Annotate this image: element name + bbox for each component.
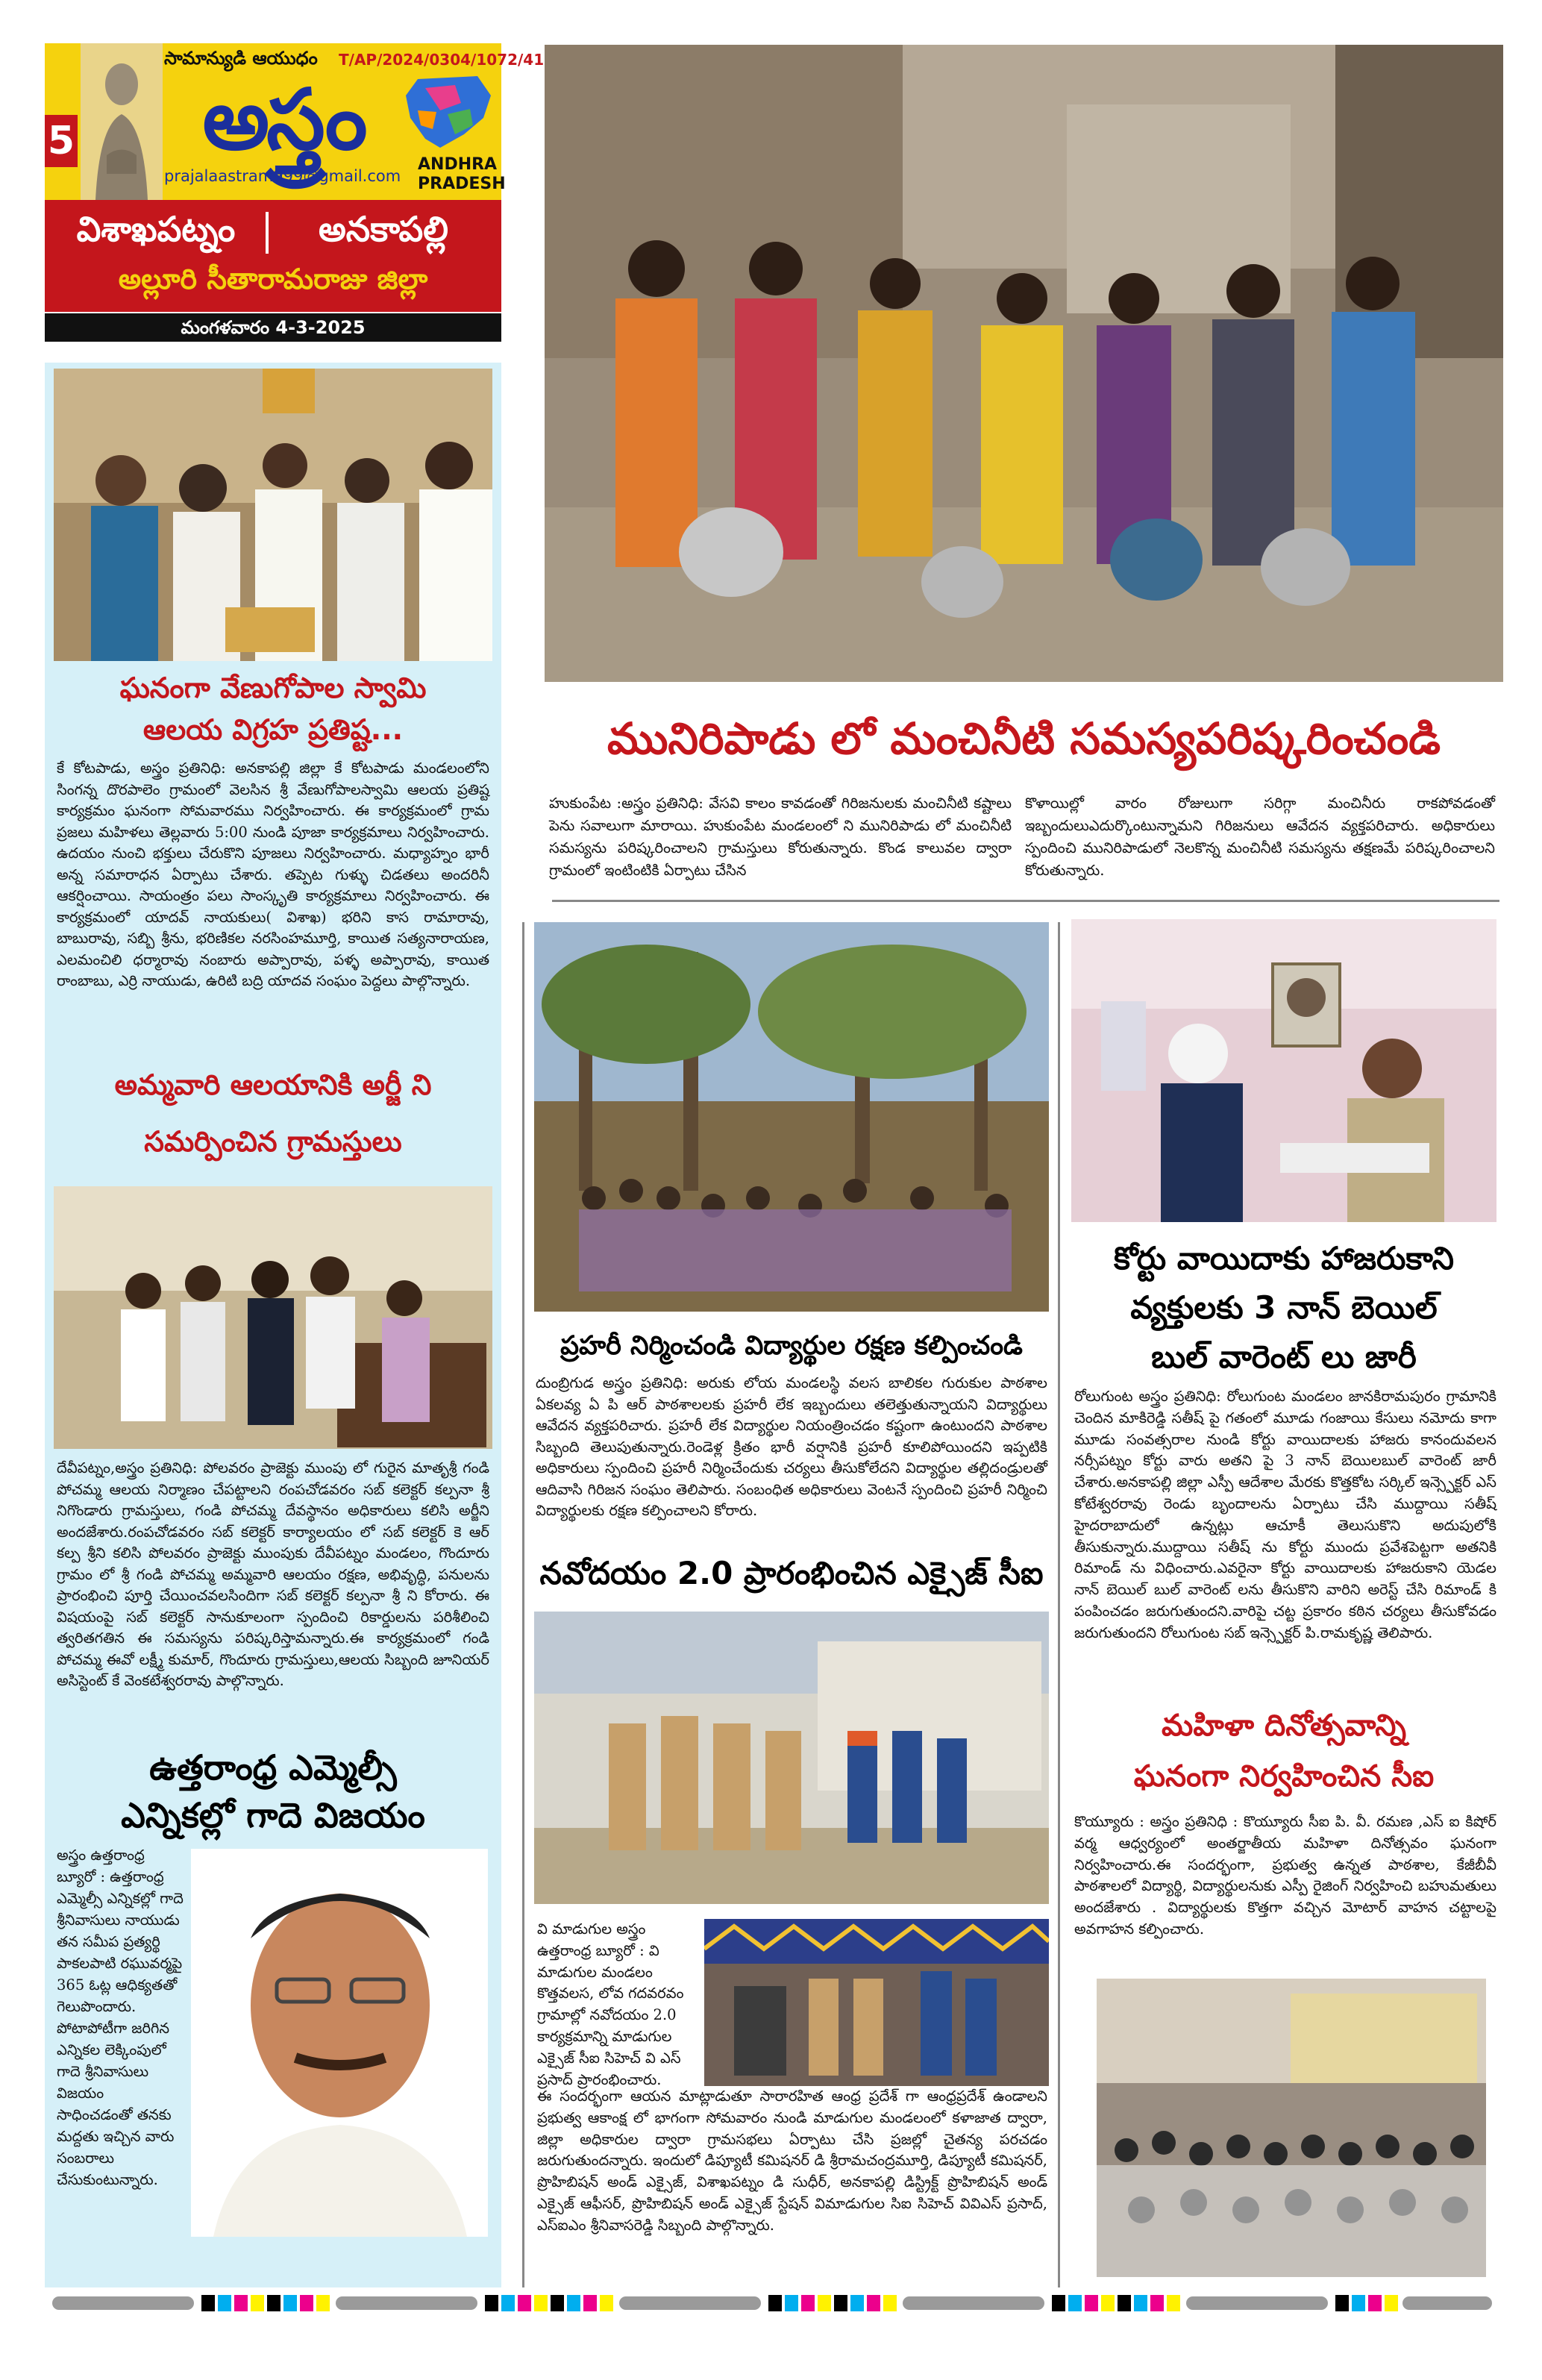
warrant-photo [1071, 919, 1496, 1222]
ammavari-body: దేవీపట్నం,అస్త్రం ప్రతినిధి: పోలవరం ప్రాజెక్టు ముంపు లో గురైన మాతృశ్రీ గండి పోచమ్మ ఆలయ నిర్మాణం చేపట్టాలని రంపచోడవరం సబ్ కలెక్టర్ కల్పనా శ్రీ నిగొండారు గ్రామస్తులు, గండి పోచమ్మ దేవస్థానం అధికారులు కలిసి అర్జీని అందజేశారు.రంపచోడవరం సబ్ కలెక్టర్ కార్యాలయం లో సబ్ కలెక్టర్ కె ఆర్ కల్ప శ్రీని కలిసి పోలవరం ప్రాజెక్టు ముంపుకు దేవీపట్నం మండలం, గొందూరు గ్రామం లో శ్రీ గండి పోచమ్మ అమ్మవారి ఆలయం రక్షణ, అభివృద్ధి, పనులను ప్రారంభించి పూర్తి చేయించవలసిందిగా సబ్ కలెక్టర్ కల్పనా శ్రీ ని కోరారు. ఈ విషయంపై సబ్ కలెక్టర్ సానుకూలంగా స్పందించి రికార్డులను పరిశీలించి త్వరితగతిన ఈ సమస్యను పరిష్కరిస్తామన్నారు.ఈ కార్యక్రమంలో గండి పోచమ్మ ఈవో లక్ష్మీ కుమార్, గొందూరు గ్రామస్తులు,ఆలయ సిబ్బంది జూనియర్ అసిస్టెంట్ కే వెంకటేశ్వరరావు పాల్గొన్నారు. [57, 1459, 489, 1689]
mlc-headline-line1: ఉత్తరాంధ్ర ఎమ్మెల్సీ [149, 1747, 397, 1788]
prahari-photo [534, 922, 1049, 1312]
ammavari-headline-line2: సమర్పించిన గ్రామస్తులు [144, 1125, 402, 1158]
registration-number: T/AP/2024/0304/1072/41 [339, 51, 545, 69]
warrant-headline-line2: వ్యక్తులకు 3 నాన్ బెయిల్ [1130, 1289, 1438, 1326]
water-problem-photo [545, 45, 1503, 682]
warrant-headline-line3: బుల్ వారెంట్ లు జారీ [1151, 1338, 1417, 1375]
water-headline: మునిరిపాడు లో మంచినీటి సమస్యపరిష్కరించండి [607, 713, 1441, 764]
venugopala-headline-line2: ఆలయ విగ్రహ ప్రతిష్ట... [142, 713, 404, 746]
warrant-headline-line1: కోర్టు వాయిదాకు హాజరుకాని [1113, 1240, 1455, 1277]
buddha-logo [81, 43, 163, 200]
navodayam-headline: నవోదయం 2.0 ప్రారంభించిన ఎక్సైజ్ సీఐ [539, 1555, 1044, 1591]
prahari-headline: ప్రహరీ నిర్మించండి విద్యార్థుల రక్షణ కల్పించండి [560, 1331, 1023, 1361]
mlc-headline-line2: ఎన్నికల్లో గాదె విజయం [121, 1795, 425, 1835]
womens-day-body: కొయ్యూరు : అస్త్రం ప్రతినిధి : కొయ్యూరు సీఐ పి. వీ. రమణ ,ఎస్ ఐ కిషోర్ వర్మ ఆధ్వర్యంలో అంతర్జాతీయ మహిళా దినోత్సవం ఘనంగా నిర్వహించారు.ఈ సందర్భంగా, ప్రభుత్వ ఉన్నత పాఠశాల, కేజీబీవీ పాఠశాలలో విద్యార్థి, విద్యార్థులనుకు ఎస్పీ రైజింగ్ నిర్వహించి బహుమతులు అందజేశారు . విద్యార్థులకు కొత్తగా వచ్చిన మోటార్ వాహన చట్టాలపై అవగాహన కల్పించారు. [1074, 1813, 1496, 1938]
warrant-body: రోలుగుంట అస్త్రం ప్రతినిధి: రోలుగుంట మండలం జానకిరామపురం గ్రామానికి చెందిన మాకిరెడ్డి సతీష్ పై గతంలో మూడు గంజాయి కేసులు నమోదు కాగా మూడు సంవత్సరాల నుండి కోర్టు వాయిదాలకు హాజరు కానందువలన నర్సీపట్నం కోర్టు వారు అతని పై 3 నాన్ బెయిలబుల్ వారెంట్ జారీ చేశారు.అనకాపల్లి జిల్లా ఎస్పీ ఆదేశాల మేరకు కొత్తకోట సర్కిల్ ఇన్స్పెక్టర్ ఎస్ కోటేశ్వరరావు రెండు బృందాలను ఏర్పాటు చేసి ముద్దాయి సతీష్ హైదరాబాదులో ఉన్నట్లు ఆచూకీ తెలుసుకొని అదుపులోకి తీసుకున్నారు.ముద్దాయి సతీష్ ను కోర్టు ముందు ప్రవేశపెట్టగా అతనికి రిమాండ్ ను విధించారు.ఎవరైనా కోర్టు వాయిదాలకు హాజరుకాని యెడల నాన్ బెయిల్ బుల్ వారెంట్ లను తీసుకొని వారిని అరెస్ట్ చేసి రిమాండ్ కి పంపించడం జరుగుతుందని.వారిపై చట్ట ప్రకారం కఠిన చర్యలు తీసుకోవడం జరుగుతుందని రోలుగుంట సబ్ ఇన్స్పెక్టర్ పి.రామకృష్ణ తెలిపారు. [1074, 1388, 1496, 1641]
prahari-body: దుంబ్రిగుడ అస్త్రం ప్రతినిధి: అరుకు లోయ మండలస్థి వలస బాలికల గురుకుల పాఠశాల ఏకలవ్య ఏ పి ఆర్ పాఠశాలలకు ప్రహరీ లేక ఇబ్బందులు తలెత్తుతున్నాయని విద్యార్థులు ఆవేదన వ్యక్తపరిచారు. ప్రహరీ లేక విద్యార్థుల నియంత్రించడం కష్టంగా ఉంటుందని పాఠశాల సిబ్బంది తెలుపుతున్నారు.రెండెళ్ల క్రితం భారీ వర్షానికి ప్రహరీ కూలిపోయిందని ఇప్పటికి అధికారులు స్పందించి ప్రహరీ నిర్మించేందుకు చర్యలు తీసుకోలేదని విద్యార్థుల తల్లిదండ్రులతో ఆదివాసి గిరిజన సంఘం తెలిపారు. సంబంధిత అధికారులు వెంటనే స్పందించి ప్రహరీ నిర్మించి విద్యార్థులకు రక్షణ కల్పించాలని కోరారు. [536, 1374, 1047, 1519]
water-body-col2: కొళాయిల్లో వారం రోజులుగా సరిగ్గా మంచినీరు రాకపోవడంతో ఇబ్బందులుఎదుర్కొంటున్నామని గిరిజనులు ఆవేదన వ్యక్తపరిచారు. అధికారులు స్పందించి మునిరిపాడులో నెలకొన్న మంచినీటి సమస్యను తక్షణమే పరిష్కరించాలని కోరుతున్నారు. [1025, 795, 1495, 879]
column-divider-left [522, 922, 524, 2287]
andhra-map-icon [395, 73, 500, 155]
navodayam-photo-2 [704, 1919, 1049, 2086]
ammavari-photo [54, 1186, 492, 1449]
district-vizag: విశాఖపట్నం [76, 209, 236, 249]
state-label-line2: PRADESH [418, 175, 506, 193]
water-body-col1: హుకుంపేట :అస్త్రం ప్రతినిధి: వేసవి కాలం కావడంతో గిరిజనులకు మంచినీటి కష్టాలు పెను సవాలుగా మారాయి. హుకుంపేట మండలంలో ని మునిరిపాడు లో మంచినీటి సమస్యను పరిష్కరించాలని గ్రామస్తులు కోరుతున్నారు. కొండ కాలువల ద్వారా గ్రామంలో ఇంటింటికి ఏర్పాటు చేసిన [549, 795, 1012, 879]
page-number: 5 [45, 115, 78, 167]
womens-day-headline-line1: మహిళా దినోత్సవాన్ని [1162, 1709, 1406, 1743]
email: prajalaastram999@gmail.com [164, 167, 401, 185]
column-divider-right [1058, 922, 1060, 2287]
district-alluri: అల్లూరి సీతారామరాజు జిల్లా [118, 263, 428, 295]
water-divider [552, 900, 1499, 902]
print-color-bar [52, 2295, 1492, 2311]
masthead [45, 43, 545, 338]
navodayam-body-narrow: వి మాడుగుల అస్త్రం ఉత్తరాంధ్ర బ్యూరో : వి మాడుగుల మండలం కొత్తవలస, లోవ గదవరవం గ్రామాల్లో నవోదయం 2.0 కార్యక్రమాన్ని మాడుగుల ఎక్సైజ్ సీఐ సిహెచ్ వి ఎస్ ప్రసాద్ ప్రారంభించారు. [537, 1920, 684, 2088]
district-divider [266, 212, 269, 254]
venugopala-body: కే కోటపాడు, అస్త్రం ప్రతినిధి: అనకాపల్లి జిల్లా కే కోటపాడు మండలంలోని సింగన్న దొరపాలెం గ్రామంలో వెలసిన శ్రీ వేణుగోపాలస్వామి ఆలయ ప్రతిష్ట కార్యక్రమం ఘనంగా సోమవారము నిర్వహించారు. ఈ కార్యక్రమంలో గ్రామ ప్రజలు మహిళలు తెల్లవారు 5:00 నుండి పూజా కార్యక్రమాలు నిర్వహించారు. ఉదయం నుంచి భక్తులు చేరుకొని పూజలు నిర్వహించారు. మధ్యాహ్నం భారీ అన్న సమారాధన ఏర్పాటు చేశారు. తప్పెట గుళ్ళు చిడతలు అందరినీ ఆకర్షించాయి. సాయంత్రం పలు సాంస్కృతి కార్యక్రమాలు నిర్వహించారు. ఈ కార్యక్రమంలో యాదవ్ నాయకులు( విశాఖ) భరిని కాస రామారావు, బాబురావు, సబ్బి శ్రీను, భరిణికల నరసింహమూర్తి, కాయిత సత్యనారాయణ, ఎలమంచిలి ధర్మారావు నంబారు అప్పారావు, పళ్ళ అప్పారావు, కాయిత రాంబాబు, ఎర్రి నాయుడు, ఉరిటి బద్రి యాదవ సంఘం పెద్దలు పాల్గొన్నారు. [57, 760, 489, 989]
district-anakapalli: అనకాపల్లి [319, 209, 448, 249]
mlc-candidate-photo [191, 1849, 488, 2237]
state-label-line1: ANDHRA [418, 155, 498, 174]
venugopala-photo [54, 369, 492, 661]
womens-day-headline-line2: ఘనంగా నిర్వహించిన సీఐ [1133, 1759, 1435, 1794]
mlc-body: అస్త్రం ఉత్తరాంధ్ర బ్యూరో : ఉత్తరాంధ్ర ఎమ్మెల్సీ ఎన్నికల్లో గాదె శ్రీనివాసులు నాయుడు తన సమీప ప్రత్యర్థి పాకలపాటి రఘువర్మపై 365 ఓట్ల ఆధిక్యతతో గెలుపొందారు. పోటాపోటీగా జరిగిన ఎన్నికల లెక్కింపులో గాదె శ్రీనివాసులు విజయం సాధించడంతో తనకు మద్దతు ఇచ్చిన వారు సంబరాలు చేసుకుంటున్నారు. [57, 1847, 184, 2188]
ammavari-headline-line1: అమ్మవారి ఆలయానికి అర్జీ ని [114, 1068, 432, 1101]
venugopala-headline-line1: ఘనంగా వేణుగోపాల స్వామి [119, 671, 427, 704]
navodayam-photo-1 [534, 1612, 1049, 1904]
navodayam-body-wide: ఈ సందర్భంగా ఆయన మాట్లాడుతూ సారారహిత ఆంధ్ర ప్రదేశ్ గా ఆంధ్రప్రదేశ్ ఉండాలని ప్రభుత్వ ఆకాంక్ష లో భాగంగా సోమవారం నుండి మాడుగుల మండలంలో కళాజాత ద్వారా, జిల్లా అధికారుల ద్వారా గ్రామసభలు ఏర్పాటు చేసి ప్రజల్లో చైతన్య పరచడం జరుగుతుందన్నారు. ఇందులో డిప్యూటీ కమిషనర్ డి శ్రీరామచంద్రమూర్తి, డిప్యూటీ కమిషనర్, ప్రొహిబిషన్ అండ్ ఎక్సైజ్, విశాఖపట్నం డి సుధీర్, అనకాపల్లి డిస్ట్రిక్ట్ ప్రొహిబిషన్ అండ్ ఎక్సైజ్ ఆఫీసర్, ప్రొహిబిషన్ అండ్ ఎక్సైజ్ స్టేషన్ విమాడుగుల సిఐ సిహెచ్ వివిఎస్ ప్రసాద్, ఎస్ఐఎం శ్రీనివాసరెడ్డి సిబ్బంది పాల్గొన్నారు. [537, 2088, 1047, 2234]
slogan: సామాన్యుడి ఆయుధం [164, 48, 318, 69]
womens-day-photo [1097, 1979, 1486, 2277]
issue-date: మంగళవారం 4-3-2025 [181, 317, 366, 338]
newspaper-title: అస్త్రం [202, 72, 365, 169]
